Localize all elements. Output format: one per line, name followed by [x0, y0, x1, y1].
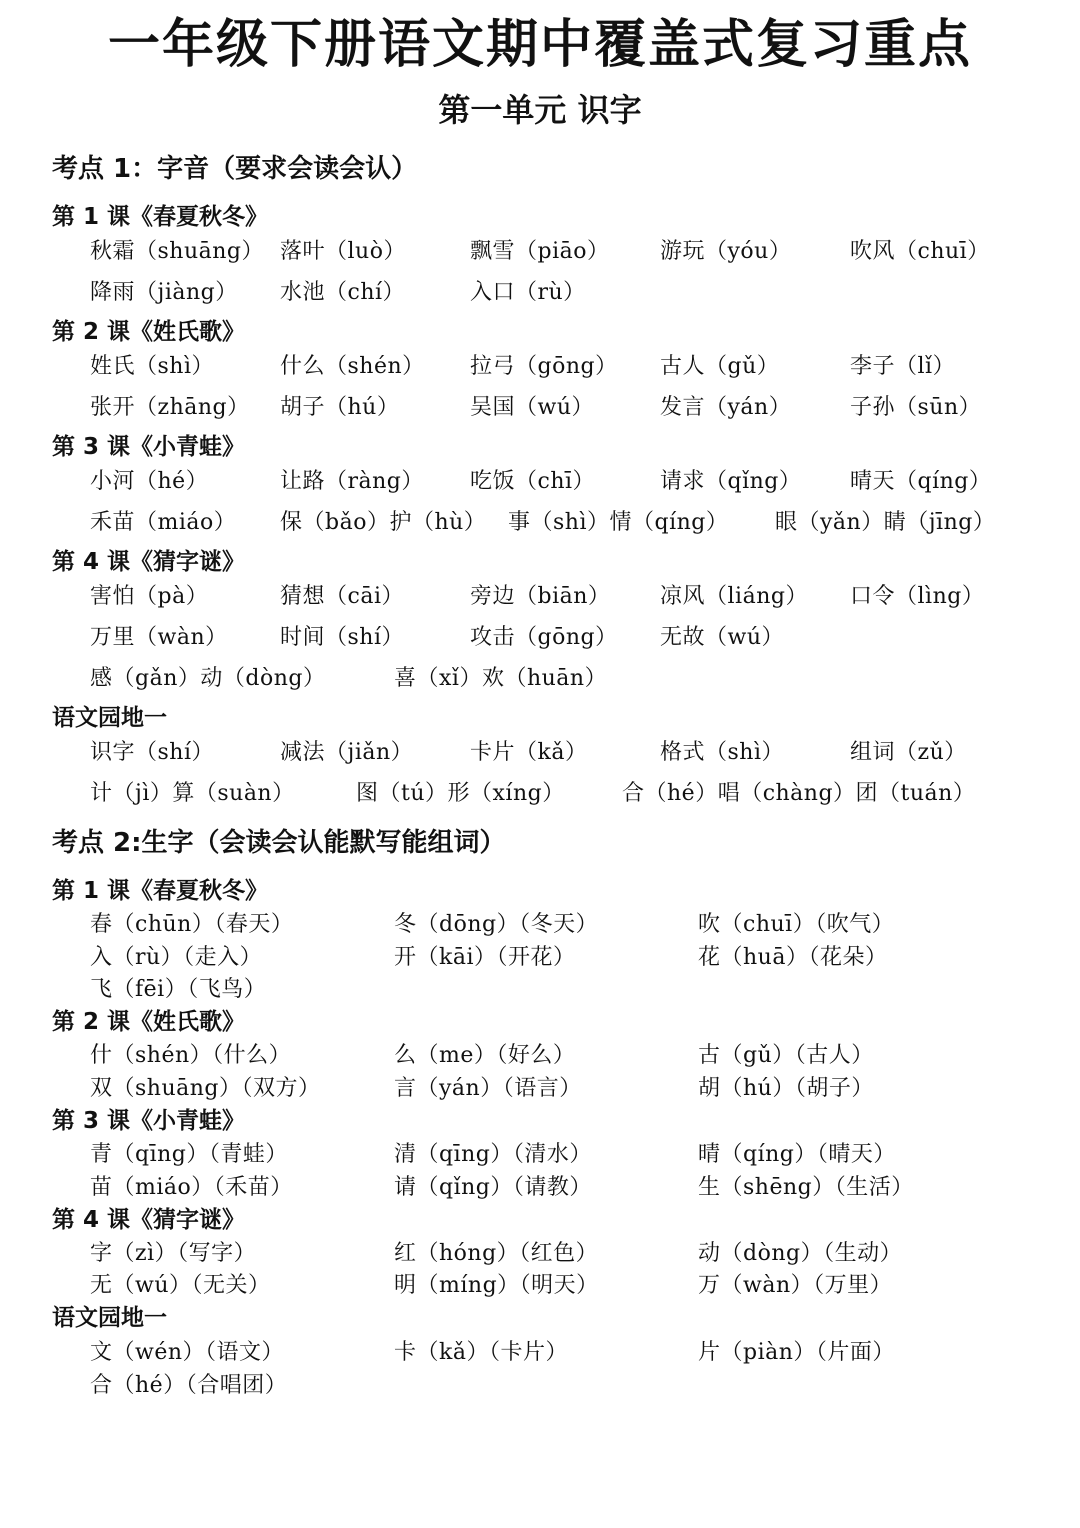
word-item: 发言（yán）	[660, 395, 792, 420]
word-item: 万里（wàn）	[90, 625, 228, 650]
lesson-title: 第 4 课《猜字谜》	[52, 1207, 246, 1233]
word-item: 游玩（yóu）	[660, 239, 792, 264]
lesson-title: 第 4 课《猜字谜》	[52, 549, 246, 575]
char-item: 苗（miáo）（禾苗）	[90, 1175, 293, 1200]
char-item: 吹（chuī）（吹气）	[698, 912, 895, 937]
word-item: 计（jì）算（suàn）	[90, 781, 295, 806]
word-item: 无故（wú）	[660, 625, 785, 650]
word-item: 张开（zhāng）	[90, 395, 250, 420]
word-item: 降雨（jiàng）	[90, 280, 238, 305]
lesson-title: 语文园地一	[52, 1305, 167, 1331]
word-item: 感（gǎn）动（dòng）	[90, 666, 326, 691]
word-item: 凉风（liáng）	[660, 584, 808, 609]
lesson-title: 第 3 课《小青蛙》	[52, 1108, 246, 1134]
char-item: 入（rù）（走入）	[90, 945, 263, 970]
word-item: 喜（xǐ）欢（huān）	[394, 666, 608, 691]
word-item: 时间（shí）	[280, 625, 404, 650]
char-item: 古（gǔ）（古人）	[698, 1043, 874, 1068]
char-item: 片（piàn）（片面）	[698, 1340, 895, 1365]
word-item: 减法（jiǎn）	[280, 740, 414, 765]
word-item: 格式（shì）	[660, 740, 784, 765]
word-item: 入口（rù）	[470, 280, 586, 305]
char-item: 晴（qíng）（晴天）	[698, 1142, 896, 1167]
word-item: 秋霜（shuāng）	[90, 239, 264, 264]
char-item: 万（wàn）（万里）	[698, 1273, 893, 1298]
word-item: 卡片（kǎ）	[470, 740, 588, 765]
word-item: 组词（zǔ）	[850, 740, 967, 765]
word-item: 水池（chí）	[280, 280, 406, 305]
word-item: 什么（shén）	[280, 354, 425, 379]
char-item: 春（chūn）（春天）	[90, 912, 294, 937]
lesson-title: 第 3 课《小青蛙》	[52, 434, 246, 460]
word-item: 图（tú）形（xíng）	[356, 781, 565, 806]
char-item: 卡（kǎ）（卡片）	[394, 1340, 568, 1365]
section-heading-new-characters: 考点 2:生字（会读会认能默写能组词）	[52, 828, 506, 858]
char-item: 飞（fēi）（飞鸟）	[90, 977, 267, 1002]
lesson-title: 第 2 课《姓氏歌》	[52, 319, 246, 345]
char-item: 言（yán）（语言）	[394, 1076, 582, 1101]
lesson-title: 第 1 课《春夏秋冬》	[52, 878, 269, 904]
word-item: 害怕（pà）	[90, 584, 209, 609]
word-item: 事（shì）情（qíng）	[508, 510, 729, 535]
char-item: 明（míng）（明天）	[394, 1273, 599, 1298]
word-item: 禾苗（miáo）	[90, 510, 237, 535]
word-item: 合（hé）唱（chàng）团（tuán）	[622, 781, 976, 806]
word-item: 子孙（sūn）	[850, 395, 982, 420]
char-item: 生（shēng）（生活）	[698, 1175, 914, 1200]
word-item: 飘雪（piāo）	[470, 239, 610, 264]
word-item: 晴天（qíng）	[850, 469, 992, 494]
char-item: 胡（hú）（胡子）	[698, 1076, 874, 1101]
char-item: 红（hóng）（红色）	[394, 1241, 599, 1266]
unit-subtitle: 第一单元 识字	[438, 91, 642, 129]
char-item: 冬（dōng）（冬天）	[394, 912, 599, 937]
char-item: 开（kāi）（开花）	[394, 945, 576, 970]
word-item: 小河（hé）	[90, 469, 209, 494]
word-item: 李子（lǐ）	[850, 354, 956, 379]
word-item: 吃饭（chī）	[470, 469, 596, 494]
word-item: 口令（lìng）	[850, 584, 985, 609]
word-item: 眼（yǎn）睛（jīng）	[775, 510, 996, 535]
char-item: 青（qīng）（青蛙）	[90, 1142, 288, 1167]
char-item: 合（hé）（合唱团）	[90, 1373, 288, 1398]
char-item: 动（dòng）（生动）	[698, 1241, 903, 1266]
char-item: 什（shén）（什么）	[90, 1043, 292, 1068]
lesson-title: 语文园地一	[52, 705, 167, 731]
char-item: 无（wú）（无关）	[90, 1273, 271, 1298]
word-item: 吴国（wú）	[470, 395, 595, 420]
char-item: 清（qīng）（清水）	[394, 1142, 592, 1167]
word-item: 古人（gǔ）	[660, 354, 780, 379]
char-item: 文（wén）（语文）	[90, 1340, 285, 1365]
char-item: 双（shuāng）（双方）	[90, 1076, 321, 1101]
word-item: 请求（qǐng）	[660, 469, 802, 494]
word-item: 保（bǎo）护（hù）	[280, 510, 487, 535]
word-item: 落叶（luò）	[280, 239, 406, 264]
word-item: 让路（ràng）	[280, 469, 424, 494]
word-item: 猜想（cāi）	[280, 584, 404, 609]
page-title: 一年级下册语文期中覆盖式复习重点	[107, 15, 972, 75]
word-item: 胡子（hú）	[280, 395, 400, 420]
word-item: 吹风（chuī）	[850, 239, 990, 264]
word-item: 识字（shí）	[90, 740, 214, 765]
char-item: 请（qǐng）（请教）	[394, 1175, 592, 1200]
char-item: 么（me）（好么）	[394, 1043, 576, 1068]
word-item: 旁边（biān）	[470, 584, 611, 609]
char-item: 花（huā）（花朵）	[698, 945, 888, 970]
section-heading-pronunciation: 考点 1：字音（要求会读会认）	[52, 154, 418, 184]
word-item: 攻击（gōng）	[470, 625, 618, 650]
word-item: 姓氏（shì）	[90, 354, 214, 379]
word-item: 拉弓（gōng）	[470, 354, 618, 379]
lesson-title: 第 1 课《春夏秋冬》	[52, 204, 269, 230]
lesson-title: 第 2 课《姓氏歌》	[52, 1009, 246, 1035]
char-item: 字（zì）（写字）	[90, 1241, 257, 1266]
